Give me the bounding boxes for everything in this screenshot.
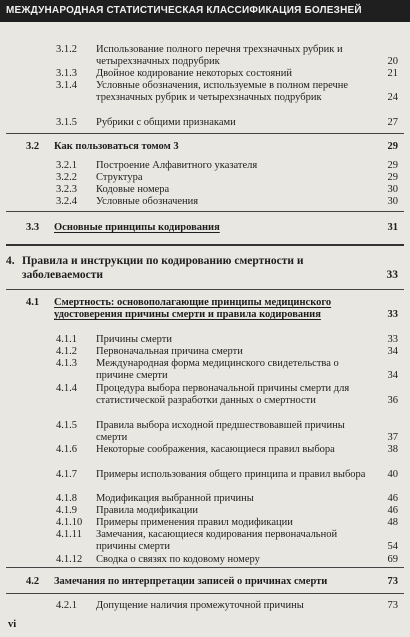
section-divider: [6, 133, 404, 134]
toc-entry-page: 21: [387, 68, 398, 79]
toc-entry-number: 3.2.3: [56, 184, 77, 195]
toc-entry-number: 4.1.1: [56, 334, 77, 345]
toc-entry-page: 27: [387, 117, 398, 128]
toc-entry-number: 3.2.4: [56, 196, 77, 207]
toc-entry-number: 4.2.1: [56, 600, 77, 611]
toc-entry-title: Модификация выбранной причины: [96, 493, 254, 504]
toc-entry-title: Условные обозначения, используемые в полном перечне трехзначных рубрик и четырехзначных подрубрик: [96, 80, 349, 104]
toc-entry-number: 4.1.5: [56, 420, 77, 431]
toc-entry-title: Примеры применения правил модификации: [96, 517, 293, 528]
toc-entry-number: 3.3: [26, 222, 40, 233]
toc-entry-title: Построение Алфавитного указателя: [96, 160, 258, 171]
toc-entry-number: 4.1.10: [56, 517, 83, 528]
toc-entry-title: Правила выбора исходной предшествовавшей причины смерти: [96, 420, 345, 444]
toc-entry-page: 33: [386, 268, 398, 281]
toc-entry-title: Допущение наличия промежуточной причины: [96, 600, 304, 611]
toc-entry-page: 69: [387, 554, 398, 565]
section-divider: [6, 593, 404, 594]
toc-entry-title: Замечания, касающиеся кодирования первоначальной причины смерти: [96, 529, 338, 553]
page-number: vi: [8, 619, 17, 630]
toc-entry-title: Правила и инструкции по кодированию смертности и заболеваемости: [22, 255, 304, 281]
toc-entry-number: 3.1.2: [56, 44, 77, 55]
toc-entry-page: 33: [387, 334, 398, 345]
toc-entry-number: 4.1.7: [56, 469, 77, 480]
toc-entry-number: 4.: [6, 255, 15, 267]
toc-entry-title: Первоначальная причина смерти: [96, 346, 243, 357]
toc-entry-page: 54: [387, 541, 398, 553]
toc-entry-title: Правила модификации: [96, 505, 199, 516]
toc-entry-page: 29: [387, 172, 398, 183]
toc-entry-number: 4.1.2: [56, 346, 77, 357]
toc-entry-number: 4.1.11: [56, 529, 82, 540]
toc-entry-title: Как пользоваться томом 3: [54, 141, 179, 152]
toc-entry-number: 4.1.3: [56, 358, 77, 369]
toc-entry-number: 4.1.9: [56, 505, 77, 516]
toc-entry-title: Двойное кодирование некоторых состояний: [96, 68, 293, 79]
toc-entry-page: 34: [387, 346, 398, 357]
toc-entry-number: 3.2: [26, 141, 40, 152]
toc-entry-page: 46: [387, 505, 398, 516]
toc-entry-number: 4.1.4: [56, 383, 77, 394]
toc-entry-title: Кодовые номера: [96, 184, 170, 195]
toc-entry-number: 4.2: [26, 576, 40, 587]
toc-entry-page: 30: [387, 184, 398, 195]
toc-entry-title: Использование полного перечня трехзначных рубрик и четырехзначных подрубрик: [96, 44, 343, 68]
toc-entry-title: Международная форма медицинского свидетельства о причине смерти: [96, 358, 339, 382]
toc-entry-page: 29: [387, 141, 398, 152]
toc-entry-number: 4.1.12: [56, 554, 83, 565]
toc-entry-number: 4.1: [26, 297, 40, 308]
toc-entry-title: Причины смерти: [96, 334, 172, 345]
section-divider: [6, 244, 404, 246]
toc-entry-title: Рубрики с общими признаками: [96, 117, 236, 128]
running-header: [0, 0, 410, 22]
running-header-title: МЕЖДУНАРОДНАЯ СТАТИСТИЧЕСКАЯ КЛАССИФИКАЦИЯ БОЛЕЗНЕЙ: [6, 5, 362, 16]
toc-entry-title: Смертность: основополагающие принципы медицинского удостоверения причины смерти и правила кодирования: [54, 297, 332, 321]
toc-entry-number: 4.1.8: [56, 493, 77, 504]
toc-entry-number: 3.1.5: [56, 117, 77, 128]
toc-entry-page: 40: [387, 469, 398, 480]
toc-entry-number: 3.2.1: [56, 160, 77, 171]
toc-entry-page: 20: [387, 56, 398, 68]
toc-entry-number: 4.1.6: [56, 444, 77, 455]
toc-entry-page: 31: [387, 222, 398, 233]
toc-entry-page: 36: [387, 395, 398, 407]
toc-entry-title: Примеры использования общего принципа и правил выбора: [96, 469, 366, 480]
toc-entry-page: 37: [387, 432, 398, 444]
toc-entry-title: Структура: [96, 172, 143, 183]
toc-entry-page: 38: [387, 444, 398, 455]
toc-entry-title: Основные принципы кодирования: [54, 222, 220, 233]
toc-entry-title: Процедура выбора первоначальной причины смерти для статистической разработки данных о смертности: [96, 383, 350, 407]
toc-entry-title: Некоторые соображения, касающиеся правил выбора: [96, 444, 335, 455]
toc-entry-page: 24: [387, 92, 398, 104]
toc-entry-title: Условные обозначения: [96, 196, 199, 207]
toc-entry-title: Сводка о связях по кодовому номеру: [96, 554, 260, 565]
toc-entry-number: 3.1.3: [56, 68, 77, 79]
toc-entry-page: 33: [387, 309, 398, 321]
section-divider: [6, 567, 404, 568]
section-divider: [6, 289, 404, 290]
toc-entry-page: 46: [387, 493, 398, 504]
toc-entry-number: 3.2.2: [56, 172, 77, 183]
toc-entry-number: 3.1.4: [56, 80, 77, 91]
toc-entry-page: 34: [387, 370, 398, 382]
toc-entry-page: 48: [387, 517, 398, 528]
toc-entry-title: Замечания по интерпретации записей о причинах смерти: [54, 576, 328, 587]
toc-entry-page: 29: [387, 160, 398, 171]
section-divider: [6, 211, 404, 212]
toc-entry-page: 73: [387, 600, 398, 611]
toc-entry-page: 73: [387, 576, 398, 587]
toc-entry-page: 30: [387, 196, 398, 207]
